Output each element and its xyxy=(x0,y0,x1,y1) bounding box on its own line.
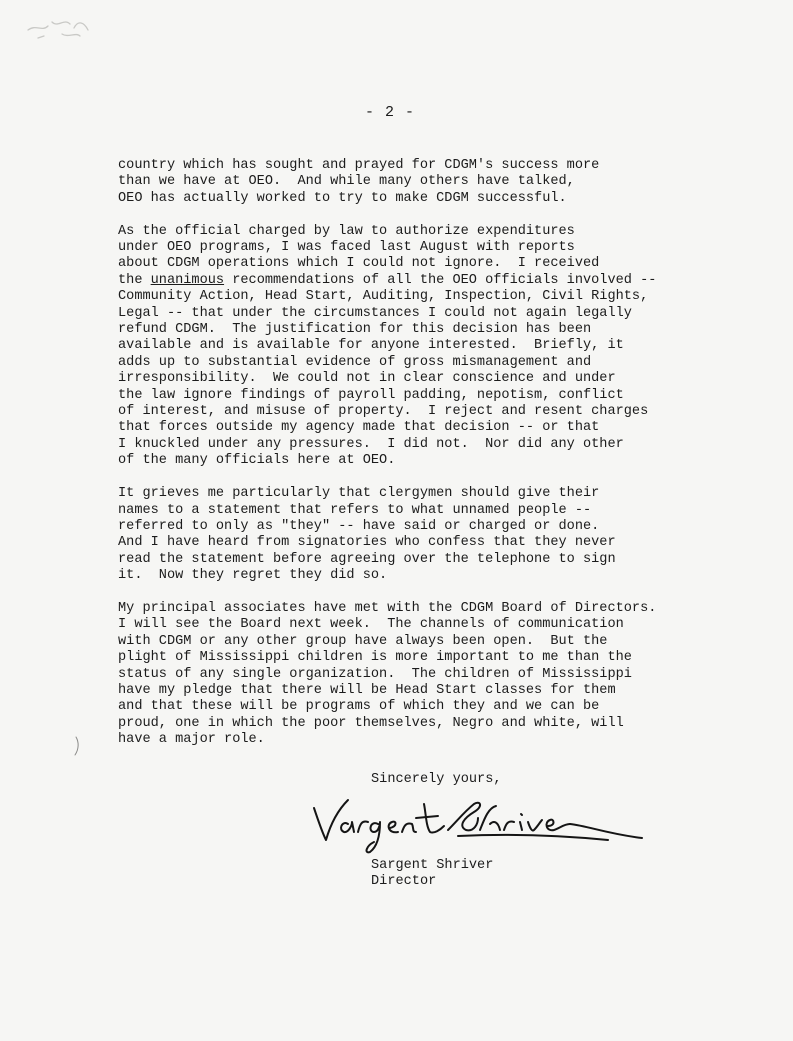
faded-handwritten-mark xyxy=(18,8,113,48)
text-line: I will see the Board next week. The channels of communication xyxy=(118,617,624,633)
text-line: plight of Mississippi children is more important to me than the xyxy=(118,650,632,666)
signer-title: Director xyxy=(371,874,437,890)
text-fragment: recommendations of all the OEO officials involved -- xyxy=(224,272,657,288)
text-line: it. Now they regret they did so. xyxy=(118,568,388,584)
text-line: about CDGM operations which I could not ignore. I received xyxy=(118,256,600,272)
text-line: read the statement before agreeing over the telephone to sign xyxy=(118,551,616,567)
text-line xyxy=(118,273,678,289)
text-line: names to a statement that refers to what unnamed people -- xyxy=(118,502,592,518)
text-line: of interest, and misuse of property. I reject and resent charges xyxy=(118,404,649,420)
underlined-word: unanimous xyxy=(150,272,225,288)
text-line: OEO has actually worked to try to make CDGM successful. xyxy=(118,190,567,206)
text-line: proud, one in which the poor themselves, Negro and white, will xyxy=(118,715,624,731)
text-line: And I have heard from signatories who confess that they never xyxy=(118,535,616,551)
text-line: and that these will be programs of which they and we can be xyxy=(118,699,600,715)
handwritten-signature xyxy=(308,790,648,860)
text-line: the law ignore findings of payroll padding, nepotism, conflict xyxy=(118,387,624,403)
text-line: have a major role. xyxy=(118,732,265,748)
text-line: adds up to substantial evidence of gross mismanagement and xyxy=(118,354,592,370)
page-number: - 2 - xyxy=(364,104,415,121)
text-line: of the many officials here at OEO. xyxy=(118,453,396,469)
text-line: under OEO programs, I was faced last August with reports xyxy=(118,240,575,256)
paragraph-2 xyxy=(118,224,678,470)
text-line: It grieves me particularly that clergymen should give their xyxy=(118,486,600,502)
paragraph-4 xyxy=(118,601,678,749)
text-line: My principal associates have met with the CDGM Board of Directors. xyxy=(118,600,657,616)
text-line: Community Action, Head Start, Auditing, Inspection, Civil Rights, xyxy=(118,289,649,305)
text-line: than we have at OEO. And while many others have talked, xyxy=(118,174,575,190)
letter-body xyxy=(118,158,678,765)
text-line: available and is available for anyone interested. Briefly, it xyxy=(118,338,624,354)
signer-block xyxy=(371,858,493,891)
text-line: refund CDGM. The justification for this decision has been xyxy=(118,322,592,338)
closing-salutation: Sincerely yours, xyxy=(371,772,502,787)
paragraph-3 xyxy=(118,486,678,584)
margin-pencil-mark xyxy=(72,736,82,756)
text-line: status of any single organization. The children of Mississippi xyxy=(118,666,632,682)
text-line: I knuckled under any pressures. I did not. Nor did any other xyxy=(118,436,624,452)
text-line: country which has sought and prayed for CDGM's success more xyxy=(118,158,600,173)
text-line: As the official charged by law to authorize expenditures xyxy=(118,223,575,239)
text-line: that forces outside my agency made that decision -- or that xyxy=(118,420,600,436)
text-line: have my pledge that there will be Head Start classes for them xyxy=(118,682,616,698)
text-line: with CDGM or any other group have always been open. But the xyxy=(118,633,608,649)
text-line: Legal -- that under the circumstances I could not again legally xyxy=(118,305,632,321)
text-line: irresponsibility. We could not in clear conscience and under xyxy=(118,371,616,387)
signer-name: Sargent Shriver xyxy=(371,858,494,873)
text-fragment: the xyxy=(118,272,151,288)
paragraph-1 xyxy=(118,158,678,207)
text-line: referred to only as "they" -- have said or charged or done. xyxy=(118,518,600,534)
